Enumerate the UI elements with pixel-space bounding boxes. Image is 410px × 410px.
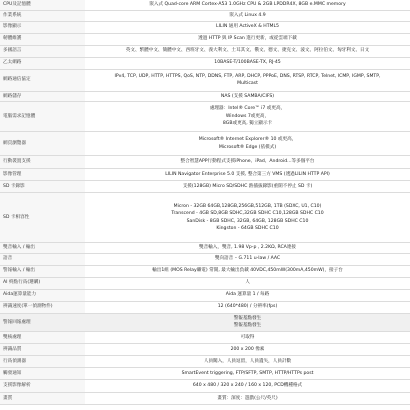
spec-value-line: 200 x 200 像素 (230, 346, 265, 352)
spec-value-line: 雙向語音 – G.711 u-law / AAC (214, 256, 281, 262)
spec-key: 觸發通知 (0, 367, 85, 379)
spec-row (0, 243, 410, 254)
spec-value (85, 343, 410, 355)
spec-value-line: Multicast (237, 81, 258, 87)
spec-key: 行爲偵測器 (0, 355, 85, 367)
spec-value-line: 支援(128GB) Micro SD/SDHC 熱插拔錄影(重開不停止 SD 卡) (182, 183, 313, 189)
spec-row (0, 331, 410, 343)
spec-value-line: 處理器：Intel® Core™ i7 或更高， (209, 106, 286, 112)
spec-value-line: 輸出1組 (MOS Relay繼電) 常開, 最大輸出負載 40VDC,450mW(300mA,450mW)，接子台 (152, 268, 343, 274)
spec-row (0, 253, 410, 265)
spec-row (0, 10, 410, 21)
spec-value-line: LILIN 通用 ActiveX & HTML5 (216, 24, 279, 30)
spec-key: 網頁瀏覽器 (0, 132, 85, 156)
spec-row (0, 169, 410, 181)
spec-key: 網路通信協定 (0, 69, 85, 91)
spec-value (85, 392, 410, 404)
spec-row (0, 379, 410, 392)
spec-row (0, 0, 410, 10)
spec-key: 影像顯示 (0, 21, 85, 33)
spec-value-line: SmartEvent triggering, FTP/SFTP, SMTP, HTTP/HTTPs post (181, 370, 314, 376)
spec-key: CPU及記憶體 (0, 0, 85, 10)
spec-value (85, 69, 410, 91)
spec-key: 畫質 (0, 392, 85, 404)
spec-row (0, 69, 410, 91)
spec-key: 雙音輸入 / 輸出 (0, 243, 85, 254)
spec-key: 警報回報處理 (0, 313, 85, 331)
spec-value-line: 透過 HTTP 與 IP Scan 進行更新，或從雲端下載 (198, 36, 297, 42)
spec-value (85, 379, 410, 392)
spec-value-line: IPv4, TCP, UDP, HTTP, HTTPS, QoS, NTP, DDNS, FTP, ARP, DHCP, PPPoE, DNS, RTSP, RTCP, Telnet, ICMP, IGMP, SMTP, (114, 73, 381, 79)
spec-value-line: 可取得 (240, 334, 255, 340)
spec-value-line: Aida 運算量 1 / 每路 (225, 292, 270, 298)
spec-value-line: 人員闖入，人員逗留，人員遺失，人員計數 (203, 358, 292, 364)
spec-value-line: NAS (支援 SAMBA/CIFS) (220, 93, 275, 99)
spec-value-line: 640 x 480 / 320 x 240 / 160 x 120, PCD機種格式 (192, 383, 303, 389)
spec-value (85, 181, 410, 193)
spec-key: 作業系統 (0, 10, 85, 21)
spec-value-line: Micron - 32GB 64GB,128GB,256GB,512GB, 1TB (SDXC, U1, C10) (173, 203, 322, 209)
spec-row (0, 392, 410, 404)
spec-value (85, 243, 410, 254)
spec-row (0, 343, 410, 355)
spec-value-line: Kingston - 64GB SDHC C10 (216, 226, 279, 232)
spec-value (85, 313, 410, 331)
spec-key: 電腦需求記憶體 (0, 102, 85, 132)
spec-row (0, 277, 410, 289)
spec-value (85, 0, 410, 10)
spec-row (0, 57, 410, 69)
spec-value (85, 156, 410, 169)
spec-value-line: 警報基點發生 (233, 315, 262, 321)
spec-row (0, 193, 410, 243)
spec-row (0, 301, 410, 313)
spec-key: 乙太網路 (0, 57, 85, 69)
spec-value (85, 57, 410, 69)
spec-row (0, 181, 410, 193)
spec-value (85, 132, 410, 156)
spec-value (85, 91, 410, 102)
spec-key: 行動裝置支援 (0, 156, 85, 169)
spec-row (0, 289, 410, 301)
spec-row (0, 265, 410, 277)
spec-value (85, 367, 410, 379)
spec-value (85, 355, 410, 367)
spec-row (0, 91, 410, 102)
spec-row (0, 313, 410, 331)
spec-key: 雙核處理 (0, 331, 85, 343)
spec-key: AI 終點行爲(選購) (0, 277, 85, 289)
spec-key: 辨識品質 (0, 343, 85, 355)
spec-value (85, 331, 410, 343)
spec-key: SD 卡錄影 (0, 181, 85, 193)
spec-value-line: SanDisk - 8GB SDHC, 32GB, 64GB, 128GB SDHC C10 (186, 218, 309, 224)
spec-value-line: 嵌入式 Quad-core ARM Cortex-A53 1.0GHz CPU & 2GB LPDDR4X, 8GB e.MMC memory (149, 2, 346, 7)
spec-value-line: Microsoft® Edge (依模式) (218, 144, 277, 150)
spec-key: 網路儲存 (0, 91, 85, 102)
spec-value-line: Transcend - 4GB SD,8GB SDHC,32GB SDHC C10,128GB SDHC C10 (171, 211, 324, 217)
spec-row (0, 33, 410, 45)
spec-key: 辨識速度(單一偵測物件) (0, 301, 85, 313)
spec-key: 多國語言 (0, 45, 85, 57)
spec-key: 警報輸入 / 輸出 (0, 265, 85, 277)
spec-value-line: 嵌入式 Linux 4.9 (229, 12, 266, 18)
spec-value-line: 12 (640*480) / 分辨率(fps) (217, 304, 278, 310)
spec-value-line: 整合智慧APP行動程式支援iPhone、iPad、Android...等多個平台 (180, 159, 315, 165)
spec-value (85, 193, 410, 243)
spec-value (85, 33, 410, 45)
spec-row (0, 45, 410, 57)
spec-key: SD 卡相容性 (0, 193, 85, 243)
spec-value (85, 253, 410, 265)
spec-value-line: Windows 7或更高， (225, 113, 270, 119)
spec-value (85, 265, 410, 277)
spec-value-line: Microsoft® Internet Explorer® 10 或更高， (198, 137, 297, 143)
spec-value (85, 301, 410, 313)
spec-row (0, 102, 410, 132)
spec-row (0, 132, 410, 156)
spec-key: 語音 (0, 253, 85, 265)
spec-key: Aida運算量能力 (0, 289, 85, 301)
spec-key: 影像管理 (0, 169, 85, 181)
spec-value-line: 8GB或更高, 獨立顯示卡 (222, 121, 273, 127)
spec-key: 支援影像解析 (0, 379, 85, 392)
spec-row (0, 367, 410, 379)
spec-value-line: 雙音輸入，雙音, 1.98 Vp-p , 2.2KΩ, RCA連接 (198, 245, 297, 251)
spec-value-line: 畫質：深度：遊戲(公尺/英尺) (217, 395, 278, 401)
spec-value (85, 10, 410, 21)
spec-value-line: 警報基點發生 (233, 323, 262, 329)
spec-value-line: 英文、繁體中文、簡體中文、西班牙文、義大利文、土耳其文、俄文、德文、捷克文、波文、阿拉伯文、匈牙利文、日文 (125, 48, 370, 54)
spec-row (0, 21, 410, 33)
spec-value (85, 277, 410, 289)
spec-key: 韌體維護 (0, 33, 85, 45)
spec-row (0, 156, 410, 169)
spec-row (0, 355, 410, 367)
spec-value-line: 10BASE-T/100BASE-TX, RJ-45 (214, 60, 281, 66)
spec-value (85, 21, 410, 33)
spec-value (85, 45, 410, 57)
spec-value-line: 人 (245, 280, 250, 286)
spec-value (85, 102, 410, 132)
spec-value-line: LILIN Navigator Enterprise 5.0 支援, 整合第三方 VMS (透過LILIN HTTP API) (165, 171, 330, 177)
spec-value (85, 169, 410, 181)
spec-value (85, 289, 410, 301)
